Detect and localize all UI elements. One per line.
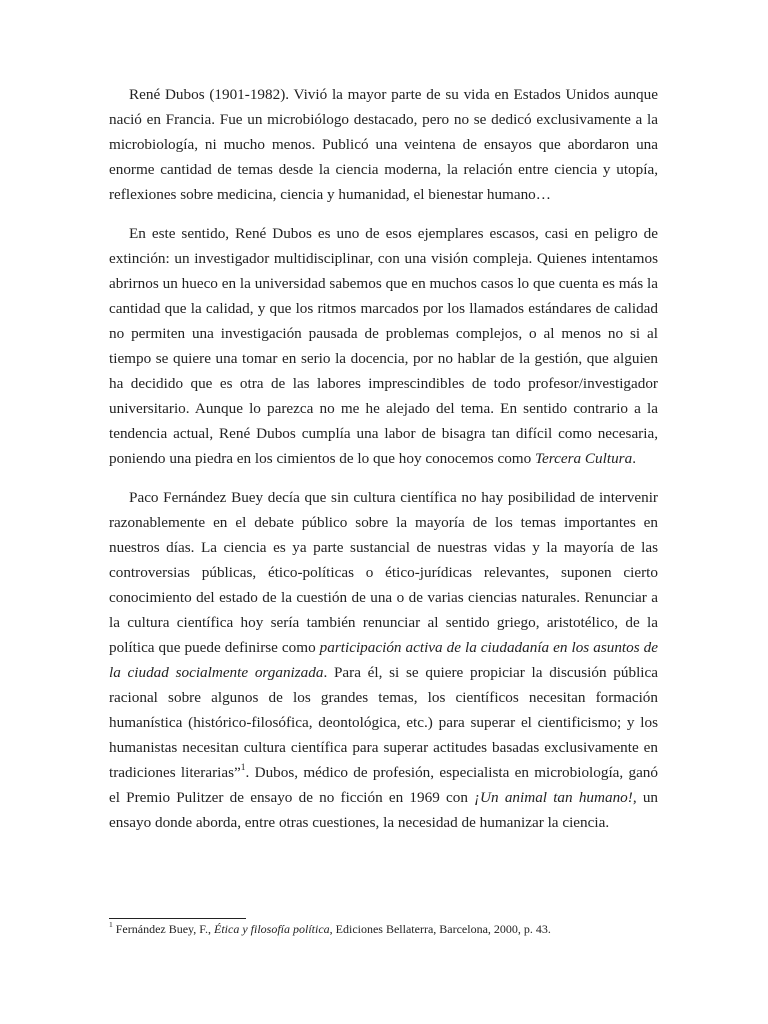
italic-text: Tercera Cultura <box>535 450 633 467</box>
text-run: . Dubos, médico de profesión, especialista en microbiología, ganó el Premio Pulitzer de ensayo de no ficción en 1969 con <box>109 764 658 806</box>
text-run: , un ensayo donde aborda, entre otras cuestiones, la necesidad de humanizar la ciencia. <box>109 789 658 831</box>
text-run: . <box>632 450 636 467</box>
text-run: En este sentido, René Dubos es uno de esos ejemplares escasos, casi en peligro de extinción: un investigador multidisciplinar, con una visión compleja. Quienes intentamos abrirnos un hueco en la universidad sabemos que en muchos casos lo que cuenta es más la cantidad que la calidad, y que los ritmos marcados por los llamados estándares de calidad no permiten una investigación pausada de problemas complejos, o al menos no si al tiempo se quiere una tomar en serio la docencia, por no hablar de la gestión, que alguien ha decidido que es otra de las labores imprescindibles de todo profesor/investigador universitario. Aunque lo parezca no me he alejado del tema. En sentido contrario a la tendencia actual, René Dubos cumplía una labor de bisagra tan difícil como necesaria, poniendo una piedra en los cimientos de lo que hoy conocemos como <box>109 225 658 467</box>
italic-text: participación activa de la ciudadanía en los asuntos de la ciudad socialmente organizada <box>109 639 658 681</box>
italic-text: ¡Un animal tan humano! <box>474 789 633 806</box>
footnote <box>109 922 658 937</box>
text-run: . Para él, si se quiere propiciar la discusión pública racional sobre algunos de los grandes temas, los científicos necesitan formación humanística (histórico-filosófica, deontológica, etc.) para superar el cientificismo; y los humanistas necesitan cultura científica para superar actitudes basadas exclusivamente en tradiciones literarias” <box>109 664 659 781</box>
footnote-marker: 1 <box>240 762 246 773</box>
document-body <box>109 82 658 849</box>
paragraph <box>109 82 658 207</box>
text-run: René Dubos (1901-1982). Vivió la mayor parte de su vida en Estados Unidos aunque nació en Francia. Fue un microbiólogo destacado, pero no se dedicó exclusivamente a la microbiología, ni mucho menos. Publicó una veintena de ensayos que abordaron una enorme cantidad de temas desde la ciencia moderna, la relación entre ciencia y utopía, reflexiones sobre medicina, ciencia y humanidad, el bienestar humano… <box>109 86 658 203</box>
text-run: Paco Fernández Buey decía que sin cultura científica no hay posibilidad de intervenir razonablemente en el debate público sobre la mayoría de los temas importantes en nuestros días. La ciencia es ya parte sustancial de nuestras vidas y la mayoría de las controversias públicas, ético-políticas o ético-jurídicas relevantes, suponen cierto conocimiento del estado de la cuestión de una o de varias ciencias naturales. Renunciar a la cultura científica hoy sería también renunciar al sentido griego, aristotélico, de la política que puede definirse como <box>109 489 658 656</box>
paragraph <box>109 221 658 471</box>
italic-text: Ética y filosofía política <box>214 922 330 936</box>
text-run: , Ediciones Bellaterra, Barcelona, 2000, p. 43. <box>329 922 551 936</box>
paragraph <box>109 485 658 835</box>
footnote-separator <box>109 918 246 919</box>
text-run: Fernández Buey, F., <box>112 922 214 936</box>
footnote-marker: 1 <box>109 920 113 929</box>
